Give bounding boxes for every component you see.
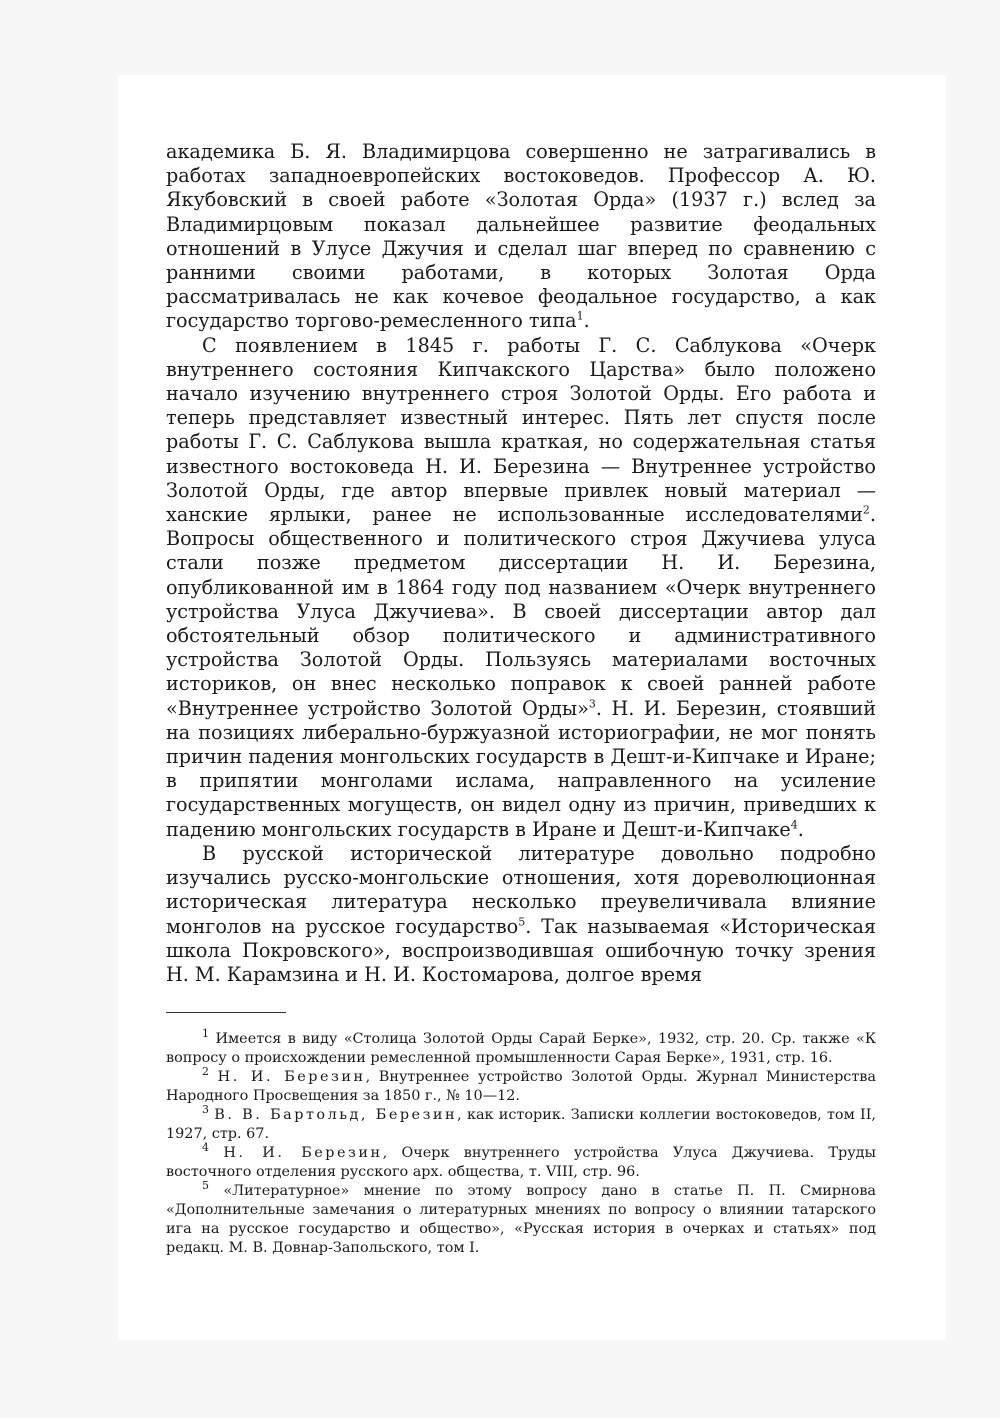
- footnote-number-2: 2: [202, 1065, 209, 1079]
- footnote-2-text: , Внутреннее устройство Золотой Орды. Журнал Министерства Народного Просвещения за 1850 г., № 10—12.: [166, 1069, 876, 1104]
- footnote-ref-1: 1: [576, 310, 584, 324]
- footnote-1-text: Имеется в виду «Столица Золотой Орды Сарай Берке», 1932, стр. 20. Ср. также «К вопросу о происхождении ремесленной промышленности Сарая Берке», 1931, стр. 16.: [166, 1031, 876, 1066]
- footnote-2-author: Н. И. Березин: [217, 1069, 366, 1085]
- footnote-5-text: «Литературное» мнение по этому вопросу дано в статье П. П. Смирнова «Дополнительные замечания о литературных мнениях по вопросу о влиянии татарского ига на русское государство и общество», «Русская история в очерках и статьях» под редакц. М. В. Довнар-Запольского, том I.: [166, 1183, 876, 1256]
- footnote-1: [166, 1027, 876, 1068]
- footnote-number-1: 1: [202, 1027, 209, 1041]
- footnote-ref-4: 4: [790, 818, 798, 832]
- paragraph-3-part-1: В русской исторической литературе довольно подробно изучались русско-монгольские отношения, хотя дореволюционная историческая литература несколько преувеличивала влияние монголов на русское государство: [166, 841, 876, 938]
- footnote-3-text: , как историк. Записки коллегии востоковедов, том II, 1927, стр. 67.: [166, 1107, 876, 1142]
- paragraph-2-part-3: . Н. И. Березин, стоявший на позициях либерально-буржуазной историографии, не мог понять причин падения монгольских государств в Дешт-и-Кипчаке и Иране; в припятии монголами ислама, направленного на усиление государственных могуществ, он видел одну из причин, приведших к падению монгольских государств в Иране и Дешт-и-Кипчаке: [166, 696, 876, 841]
- footnote-3: [166, 1103, 876, 1144]
- paragraph-1-text: академика Б. Я. Владимирцова совершенно не затрагивались в работах западноевропейских востоковедов. Профессор А. Ю. Якубовский в своей работе «Золотая Орда» (1937 г.) вслед за Владимирцовым показал дальнейшее развитие феодальных отношений в Улусе Джучия и сделал шаг вперед по сравнению с ранними своими работами, в которых Золотая Орда рассматривалась не как кочевое феодальное государство, а как государство торгово-ремесленного типа: [166, 140, 876, 333]
- footnote-2: [166, 1065, 876, 1106]
- paragraph-1: академика Б. Я. Владимирцова совершенно не затрагивались в работах западноевропейских востоковедов. Профессор А. Ю. Якубовский в своей работе «Золотая Орда» (1937 г.) вслед за Владимирцовым показал дальнейшее развитие феодальных отношений в Улусе Джучия и сделал шаг вперед по сравнению с ранними своими работами, в которых Золотая Орда рассматривалась не как кочевое феодальное государство, а как государство торгово-ремесленного типа$^1$.: [166, 140, 876, 333]
- paragraph-2-part-2: . Вопросы общественного и политического строя Джучиева улуса стали позже предметом диссертации Н. И. Березина, опубликованной им в 1864 году под названием «Очерк внутреннего устройства Улуса Джучиева». В своей диссертации автор дал обстоятельный обзор политического и административного устройства Золотой Орды. Пользуясь материалами восточных историков, он внес несколько поправок к своей ранней работе «Внутреннее устройство Золотой Орды»: [166, 503, 876, 720]
- footnote-ref-5: 5: [518, 915, 526, 929]
- footnote-4-text: , Очерк внутреннего устройства Улуса Джучиева. Труды восточного отделения русского арх. общества, т. VIII, стр. 96.: [166, 1145, 876, 1180]
- footnote-number-5: 5: [202, 1179, 209, 1193]
- paragraph-2-end: .: [797, 817, 804, 841]
- footnote-5: [166, 1179, 876, 1258]
- footnote-ref-2: 2: [862, 503, 870, 517]
- footnote-3-author: В. В. Бартольд, Березин: [214, 1107, 458, 1123]
- footnote-number-3: 3: [202, 1103, 209, 1117]
- footnotes: [166, 1027, 876, 1258]
- footnote-divider: [166, 1012, 286, 1013]
- footnote-ref-3: 3: [588, 697, 596, 711]
- footnote-4-author: Н. И. Березин: [223, 1145, 383, 1161]
- paragraph-2: [166, 334, 876, 842]
- paragraph-3-part-2: . Так называемая «Историческая школа Покровского», воспроизводившая ошибочную точку зрения Н. М. Карамзина и Н. И. Костомарова, долгое время: [166, 914, 877, 986]
- paragraph-3: [166, 842, 876, 987]
- main-text: [166, 140, 876, 987]
- footnote-4: [166, 1141, 876, 1182]
- paragraph-2-part-1: С появлением в 1845 г. работы Г. С. Саблукова «Очерк внутреннего состояния Кипчакского Царства» было положено начало изучению внутреннего строя Золотой Орды. Его работа и теперь представляет известный интерес. Пять лет спустя после работы Г. С. Саблукова вышла краткая, но содержательная статья известного востоковеда Н. И. Березина — Внутреннее устройство Золотой Орды, где автор впервые привлек новый материал — ханские ярлыки, ранее не использованные исследователями: [166, 333, 876, 527]
- footnote-number-4: 4: [202, 1141, 209, 1155]
